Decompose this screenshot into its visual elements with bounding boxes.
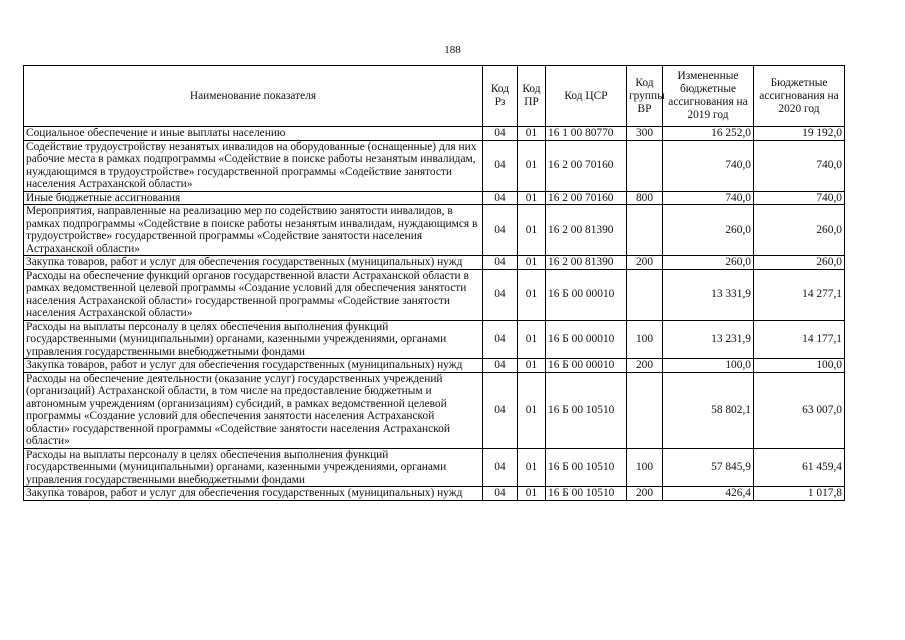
header-amount-2019: Измененные бюджетные ассигнования на 2019 год — [663, 66, 754, 127]
row-csr: 16 Б 00 00010 — [546, 359, 627, 373]
row-pr: 01 — [518, 256, 546, 270]
row-vr — [627, 269, 663, 320]
row-name: Закупка товаров, работ и услуг для обеспечения государственных (муниципальных) нужд — [24, 487, 483, 501]
budget-table — [23, 65, 845, 501]
row-vr: 300 — [627, 127, 663, 141]
row-pr: 01 — [518, 205, 546, 256]
row-csr: 16 2 00 81390 — [546, 256, 627, 270]
row-name: Закупка товаров, работ и услуг для обеспечения государственных (муниципальных) нужд — [24, 359, 483, 373]
row-amount-2020: 14 277,1 — [754, 269, 845, 320]
row-amount-2020: 61 459,4 — [754, 448, 845, 487]
row-rz: 04 — [483, 372, 518, 448]
row-rz: 04 — [483, 359, 518, 373]
row-csr: 16 Б 00 00010 — [546, 269, 627, 320]
row-amount-2019: 100,0 — [663, 359, 754, 373]
row-name: Расходы на обеспечение деятельности (оказание услуг) государственных учреждений (организаций) Астраханской области, в том числе на предоставление бюджетным и автономным учреждениям (организациям) субсидий, в рамках ведомственной целевой программы «Создание условий для обеспечения занятости населения Астраханской области» государственной программы «Содействие занятости населения Астраханской области» — [24, 372, 483, 448]
row-rz: 04 — [483, 191, 518, 205]
row-pr: 01 — [518, 487, 546, 501]
row-amount-2020: 260,0 — [754, 205, 845, 256]
row-vr — [627, 140, 663, 191]
row-amount-2020: 63 007,0 — [754, 372, 845, 448]
table-row — [24, 372, 845, 448]
table-row — [24, 256, 845, 270]
header-csr: Код ЦСР — [546, 66, 627, 127]
row-csr: 16 Б 00 10510 — [546, 372, 627, 448]
row-vr: 200 — [627, 256, 663, 270]
row-name: Расходы на обеспечение функций органов государственной власти Астраханской области в рамках ведомственной целевой программы «Создание условий для обеспечения занятости населения Астраханской области» государственной программы «Содействие занятости населения Астраханской области» — [24, 269, 483, 320]
row-amount-2019: 13 231,9 — [663, 320, 754, 359]
row-pr: 01 — [518, 127, 546, 141]
row-amount-2019: 260,0 — [663, 205, 754, 256]
row-name: Расходы на выплаты персоналу в целях обеспечения выполнения функций государственными (муниципальными) органами, казенными учреждениями, органами управления государственными внебюджетными фондами — [24, 320, 483, 359]
header-amount-2020: Бюджетные ассигнования на 2020 год — [754, 66, 845, 127]
header-vr: Код группы ВР — [627, 66, 663, 127]
row-amount-2019: 426,4 — [663, 487, 754, 501]
row-amount-2020: 19 192,0 — [754, 127, 845, 141]
row-amount-2020: 260,0 — [754, 256, 845, 270]
row-amount-2019: 16 252,0 — [663, 127, 754, 141]
table-header-row — [24, 66, 845, 127]
row-pr: 01 — [518, 140, 546, 191]
row-csr: 16 1 00 80770 — [546, 127, 627, 141]
row-name: Расходы на выплаты персоналу в целях обеспечения выполнения функций государственными (муниципальными) органами, казенными учреждениями, органами управления государственными внебюджетными фондами — [24, 448, 483, 487]
row-amount-2019: 740,0 — [663, 191, 754, 205]
row-rz: 04 — [483, 487, 518, 501]
table-row — [24, 140, 845, 191]
row-amount-2020: 100,0 — [754, 359, 845, 373]
page-number: 188 — [444, 44, 461, 56]
row-rz: 04 — [483, 256, 518, 270]
row-pr: 01 — [518, 269, 546, 320]
row-amount-2019: 57 845,9 — [663, 448, 754, 487]
row-vr: 100 — [627, 448, 663, 487]
row-vr — [627, 205, 663, 256]
row-rz: 04 — [483, 205, 518, 256]
row-csr: 16 Б 00 00010 — [546, 320, 627, 359]
row-csr: 16 2 00 81390 — [546, 205, 627, 256]
row-name: Мероприятия, направленные на реализацию мер по содействию занятости инвалидов, в рамках подпрограммы «Содействие в поиске работы незанятым инвалидам, нуждающимся в трудоустройстве» государственной программы «Содействие занятости населения Астраханской области» — [24, 205, 483, 256]
row-pr: 01 — [518, 359, 546, 373]
row-name: Содействие трудоустройству незанятых инвалидов на оборудованные (оснащенные) для них рабочие места в рамках подпрограммы «Содействие в поиске работы незанятым инвалидам, нуждающимся в трудоустройстве» государственной программы «Содействие занятости населения Астраханской области» — [24, 140, 483, 191]
row-vr: 800 — [627, 191, 663, 205]
row-pr: 01 — [518, 372, 546, 448]
row-amount-2020: 740,0 — [754, 140, 845, 191]
row-csr: 16 2 00 70160 — [546, 191, 627, 205]
row-name: Закупка товаров, работ и услуг для обеспечения государственных (муниципальных) нужд — [24, 256, 483, 270]
row-amount-2019: 260,0 — [663, 256, 754, 270]
row-rz: 04 — [483, 127, 518, 141]
row-pr: 01 — [518, 320, 546, 359]
row-vr: 200 — [627, 359, 663, 373]
table-row — [24, 487, 845, 501]
row-amount-2020: 1 017,8 — [754, 487, 845, 501]
row-amount-2019: 740,0 — [663, 140, 754, 191]
row-rz: 04 — [483, 320, 518, 359]
row-csr: 16 Б 00 10510 — [546, 487, 627, 501]
header-pr: Код ПР — [518, 66, 546, 127]
row-amount-2019: 58 802,1 — [663, 372, 754, 448]
row-amount-2020: 14 177,1 — [754, 320, 845, 359]
row-rz: 04 — [483, 269, 518, 320]
row-amount-2019: 13 331,9 — [663, 269, 754, 320]
row-csr: 16 2 00 70160 — [546, 140, 627, 191]
table-row — [24, 359, 845, 373]
header-name: Наименование показателя — [24, 66, 483, 127]
row-pr: 01 — [518, 191, 546, 205]
table-row — [24, 448, 845, 487]
table-row — [24, 205, 845, 256]
table-row — [24, 191, 845, 205]
row-name: Иные бюджетные ассигнования — [24, 191, 483, 205]
row-pr: 01 — [518, 448, 546, 487]
row-vr: 100 — [627, 320, 663, 359]
row-vr — [627, 372, 663, 448]
header-rz: Код Рз — [483, 66, 518, 127]
row-csr: 16 Б 00 10510 — [546, 448, 627, 487]
table-row — [24, 127, 845, 141]
row-rz: 04 — [483, 448, 518, 487]
row-rz: 04 — [483, 140, 518, 191]
row-amount-2020: 740,0 — [754, 191, 845, 205]
table-row — [24, 269, 845, 320]
row-vr: 200 — [627, 487, 663, 501]
table-row — [24, 320, 845, 359]
row-name: Социальное обеспечение и иные выплаты населению — [24, 127, 483, 141]
